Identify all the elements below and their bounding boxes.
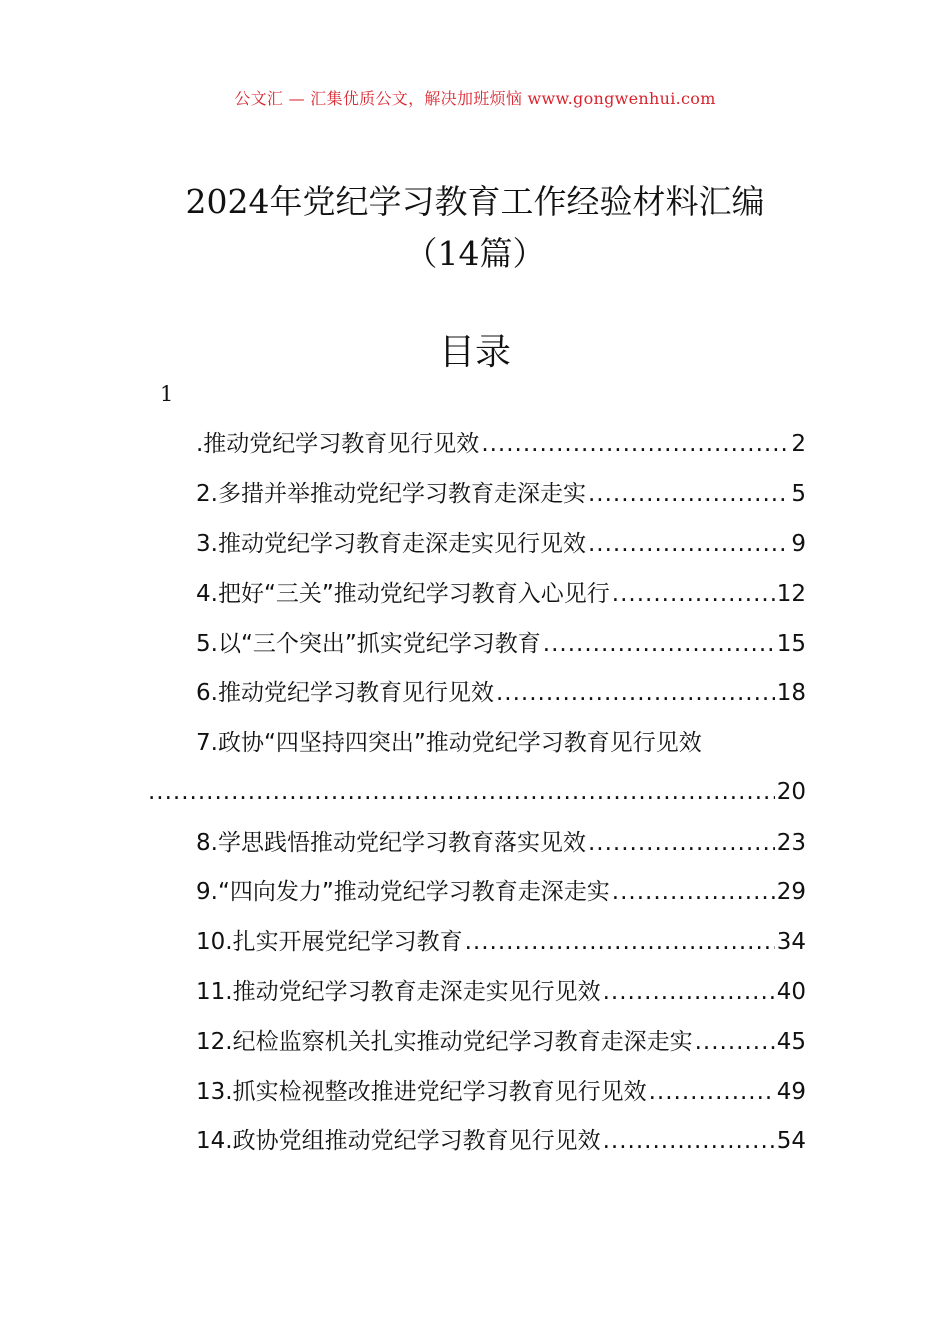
toc-entry-title: 2.多措并举推动党纪学习教育走深走实 bbox=[196, 481, 586, 507]
toc-entry-title: 9.“四向发力”推动党纪学习教育走深走实 bbox=[196, 879, 610, 905]
toc-entry-10[interactable] bbox=[196, 922, 806, 962]
toc-entry-12[interactable] bbox=[196, 1022, 806, 1062]
toc-leader-dots bbox=[588, 474, 789, 514]
toc-entry-title: 12.纪检监察机关扎实推动党纪学习教育走深走实 bbox=[196, 1029, 693, 1055]
toc-entry-page: 23 bbox=[776, 830, 806, 856]
toc-entry-title: 4.把好“三关”推动党纪学习教育入心见行 bbox=[196, 581, 610, 607]
toc-entry-7-continuation[interactable] bbox=[146, 772, 806, 812]
toc-leader-dots bbox=[612, 574, 775, 614]
page-marker: 1 bbox=[160, 382, 174, 406]
toc-entry-11[interactable] bbox=[196, 972, 806, 1012]
toc-leader-dots bbox=[603, 1121, 775, 1161]
toc-heading: 目录 bbox=[438, 332, 511, 373]
toc-entry-title: 5.以“三个突出”抓实党纪学习教育 bbox=[196, 631, 541, 657]
document-title: 2024年党纪学习教育工作经验材料汇编 bbox=[185, 182, 765, 221]
toc-entry-page: 45 bbox=[776, 1029, 806, 1055]
toc-entry-page: 20 bbox=[776, 779, 806, 805]
toc-entry-page: 54 bbox=[776, 1128, 806, 1154]
toc-entry-14[interactable] bbox=[196, 1121, 806, 1161]
toc-entry-13[interactable] bbox=[196, 1072, 806, 1112]
toc-leader-dots bbox=[543, 624, 775, 664]
toc-leader-dots bbox=[603, 972, 775, 1012]
toc-entry-title: 13.抓实检视整改推进党纪学习教育见行见效 bbox=[196, 1079, 647, 1105]
toc-entry-title: 3.推动党纪学习教育走深走实见行见效 bbox=[196, 531, 586, 557]
toc-leader-dots bbox=[695, 1022, 775, 1062]
toc-entry-page: 40 bbox=[776, 979, 806, 1005]
toc-entry-6[interactable] bbox=[196, 673, 806, 713]
document-subtitle-count: （14篇） bbox=[404, 234, 546, 273]
toc-entry-9[interactable] bbox=[196, 872, 806, 912]
toc-entry-title: 14.政协党组推动党纪学习教育见行见效 bbox=[196, 1128, 601, 1154]
toc-leader-dots bbox=[588, 524, 789, 564]
toc-entry-title: 10.扎实开展党纪学习教育 bbox=[196, 929, 463, 955]
toc-entry-5[interactable] bbox=[196, 624, 806, 664]
toc-entry-title: .推动党纪学习教育见行见效 bbox=[196, 431, 480, 457]
toc-entry-7[interactable] bbox=[196, 723, 806, 763]
toc-leader-dots bbox=[588, 823, 775, 863]
toc-entry-2[interactable] bbox=[196, 474, 806, 514]
toc-leader-dots bbox=[148, 772, 775, 812]
toc-entry-title: 7.政协“四坚持四突出”推动党纪学习教育见行见效 bbox=[196, 730, 702, 756]
toc-leader-dots bbox=[481, 424, 789, 464]
toc-entry-page: 9 bbox=[791, 531, 806, 557]
toc-entry-title: 8.学思践悟推动党纪学习教育落实见效 bbox=[196, 830, 586, 856]
toc-entry-page: 34 bbox=[776, 929, 806, 955]
toc-entry-title: 6.推动党纪学习教育见行见效 bbox=[196, 680, 494, 706]
toc-leader-dots bbox=[612, 872, 775, 912]
toc-leader-dots bbox=[649, 1072, 775, 1112]
toc-entry-title: 11.推动党纪学习教育走深走实见行见效 bbox=[196, 979, 601, 1005]
toc-entry-8[interactable] bbox=[196, 823, 806, 863]
toc-entry-3[interactable] bbox=[196, 524, 806, 564]
toc-entry-page: 2 bbox=[791, 431, 806, 457]
site-header-banner: 公文汇 — 汇集优质公文，解决加班烦恼 www.gongwenhui.com bbox=[234, 89, 716, 108]
toc-entry-4[interactable] bbox=[196, 574, 806, 614]
toc-entry-page: 29 bbox=[776, 879, 806, 905]
toc-entry-page: 49 bbox=[776, 1079, 806, 1105]
toc-leader-dots bbox=[465, 922, 775, 962]
toc-entry-page: 12 bbox=[776, 581, 806, 607]
toc-entry-page: 18 bbox=[776, 680, 806, 706]
toc-entry-1[interactable] bbox=[196, 424, 806, 464]
toc-entry-page: 15 bbox=[776, 631, 806, 657]
toc-leader-dots bbox=[496, 673, 775, 713]
toc-entry-page: 5 bbox=[791, 481, 806, 507]
